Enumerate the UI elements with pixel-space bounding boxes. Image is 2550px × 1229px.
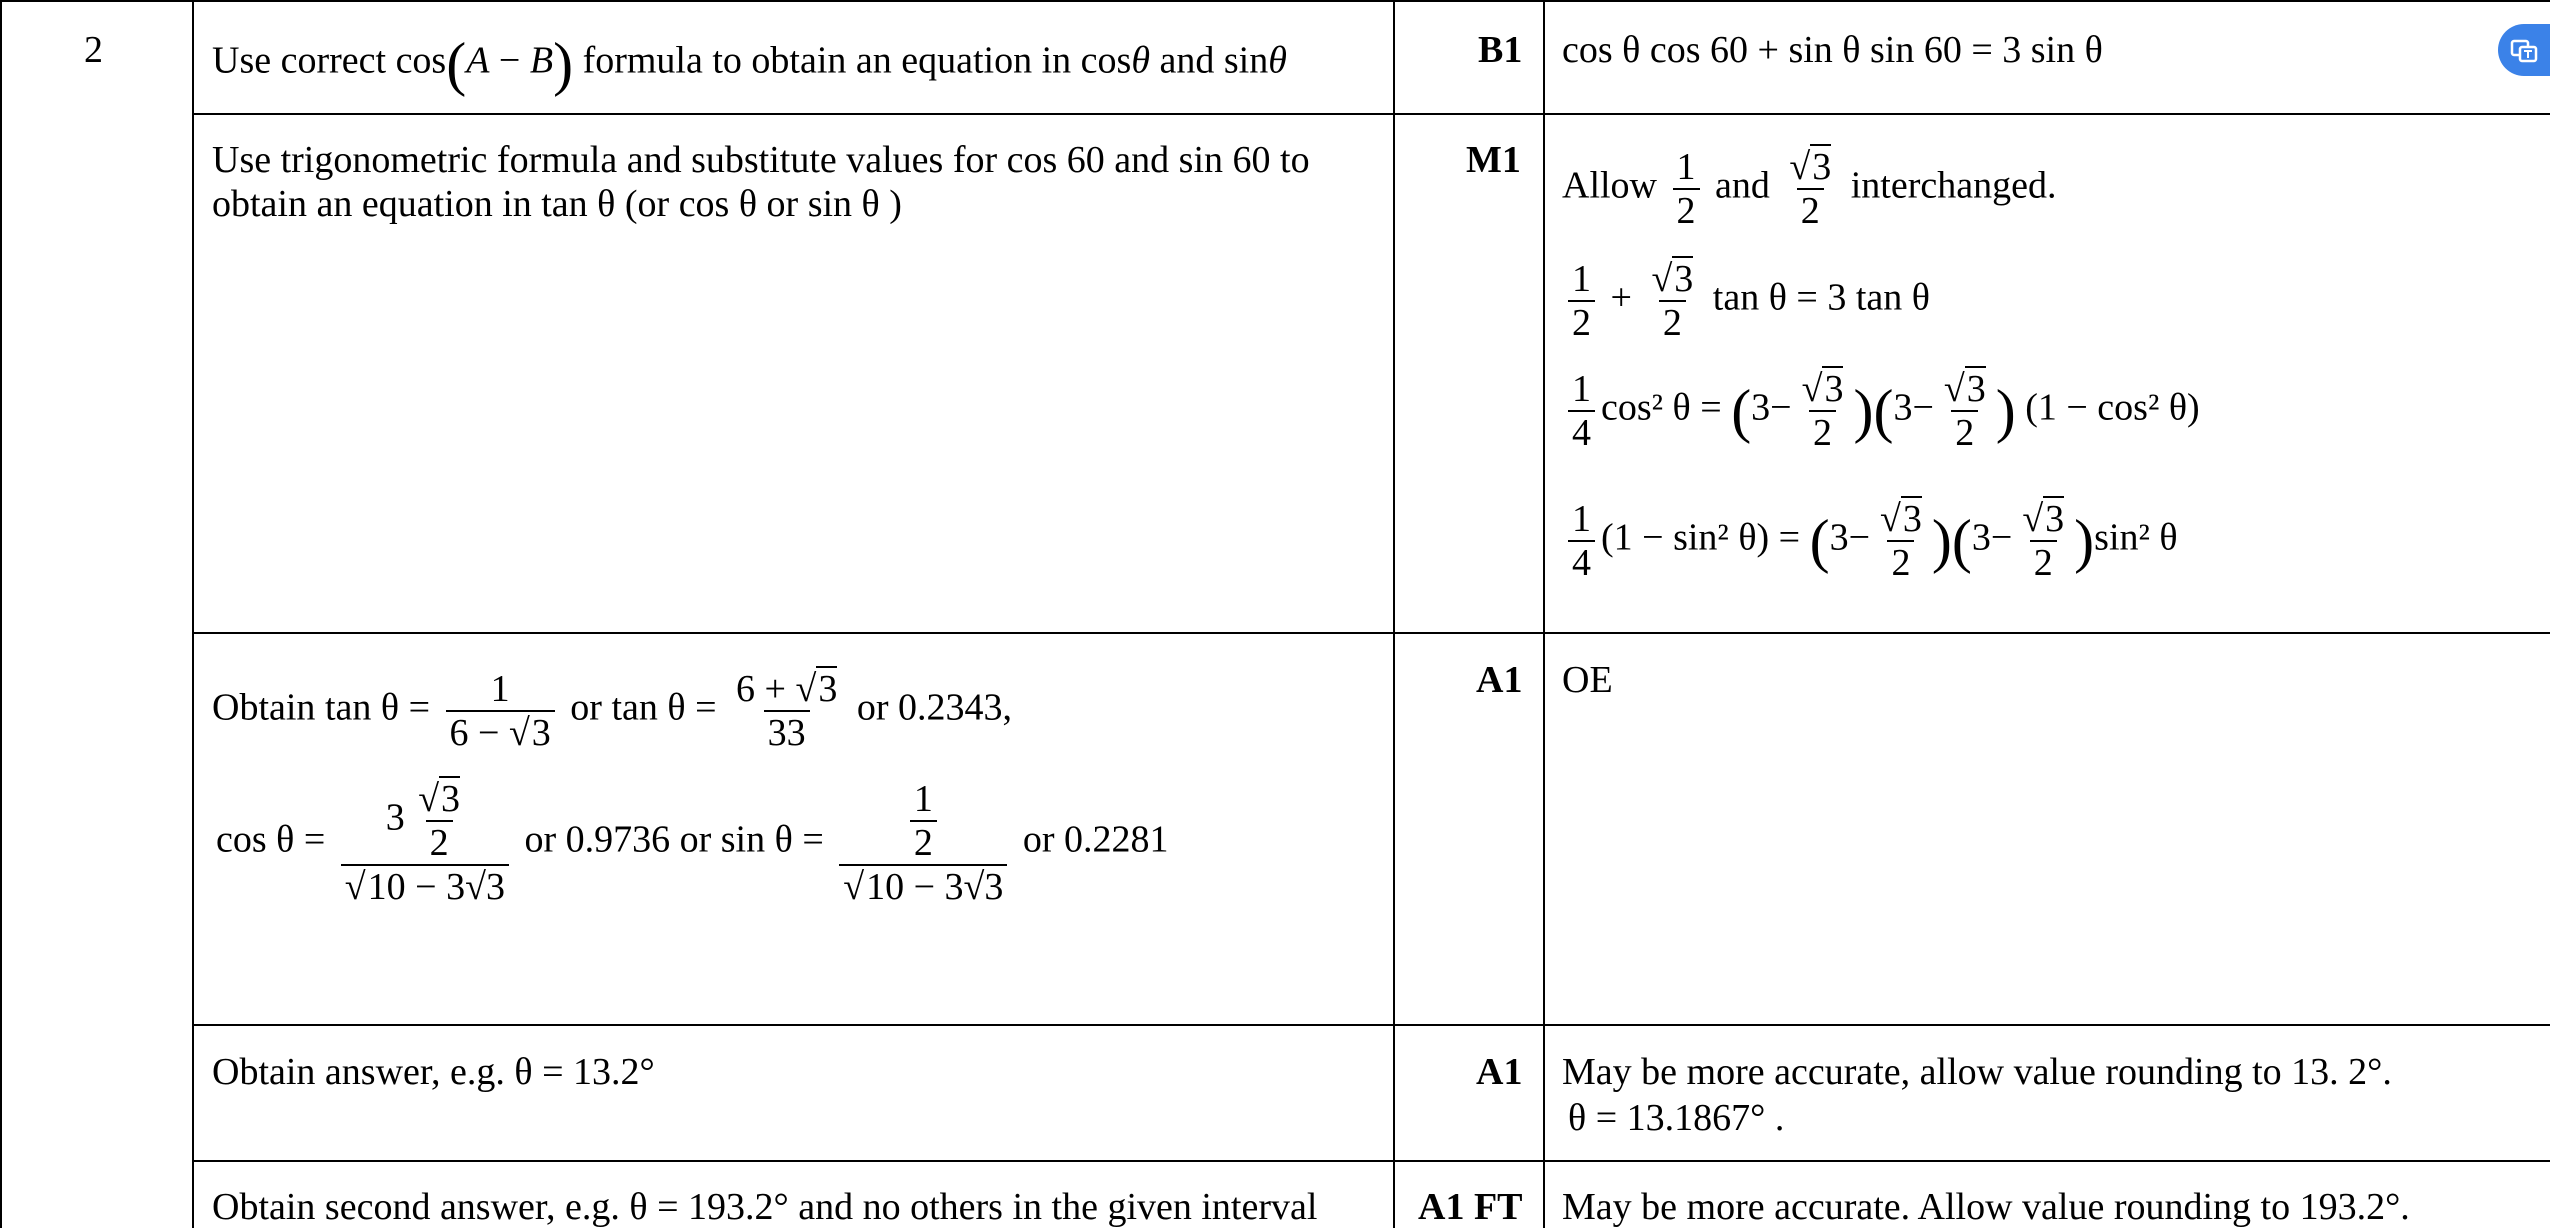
row2-guidance-line2: obtain an equation in tan θ (or cos θ or sin θ ) — [212, 183, 902, 225]
row2-eq-cos: $\frac{1}{4}$ cos² θ = (3− $\frac{√3}{2}$ )(3− $\frac{√3}{2}$ ) (1 − cos² θ) — [1562, 368, 2200, 454]
row2-eq-tan: $\frac{1}{2}$ + $\frac{√3}{2}$ tan θ = 3 tan θ — [1562, 258, 1930, 344]
question-number: 2 — [84, 29, 103, 71]
row5-guidance: Obtain second answer, e.g. θ = 193.2° and no others in the given interval — [212, 1186, 1318, 1228]
row3-guidance-cos-sin: cos θ = 3 $\frac{√3}{2}$ √10 − 3√3 or 0.9736 or sin θ = $\frac{\frac{1}{2}}{√10 - 3√3}$ or 0.2281 — [216, 778, 1169, 908]
translate-icon — [2509, 35, 2539, 65]
row4-marks: A1 — [1476, 1051, 1523, 1093]
left-border — [0, 0, 2, 1228]
row1-marks: B1 — [1478, 29, 1523, 71]
row-border-2 — [192, 632, 2550, 634]
translate-button[interactable] — [2498, 24, 2550, 76]
row-border-4 — [192, 1160, 2550, 1162]
col-divider-2 — [1393, 0, 1395, 1228]
row2-marks: M1 — [1466, 139, 1521, 181]
row4-notes-line2: θ = 13.1867° . — [1568, 1097, 1785, 1139]
row1-guidance: Use correct cos(A − B) formula to obtain an equation in cosθ and sinθ — [212, 31, 1287, 97]
row5-notes-line1: May be more accurate. Allow value rounding to 193.2°. — [1562, 1186, 2410, 1228]
row-border-1 — [192, 113, 2550, 115]
row4-notes-line1: May be more accurate, allow value rounding to 13. 2°. — [1562, 1051, 2392, 1093]
row3-notes: OE — [1562, 659, 1613, 701]
col-divider-3 — [1543, 0, 1545, 1228]
row2-eq-sin: $\frac{1}{4}$ (1 − sin² θ) = (3− $\frac{√3}{2}$ )(3− $\frac{√3}{2}$ )sin² θ — [1562, 498, 2178, 584]
row2-guidance-line1: Use trigonometric formula and substitute values for cos 60 and sin 60 to — [212, 139, 1310, 181]
row-border-top — [0, 0, 2550, 2]
row3-guidance-tan: Obtain tan θ = $\frac{1}{6 - √3}$ or tan θ = $\frac{6 + √3}{33}$ or 0.2343, — [212, 668, 1012, 754]
row3-marks: A1 — [1476, 659, 1523, 701]
col-divider-1 — [192, 0, 194, 1228]
row2-notes-allow: Allow $\frac{1}{2}$ and $\frac{√3}{2}$ interchanged. — [1562, 146, 2057, 232]
row1-notes: cos θ cos 60 + sin θ sin 60 = 3 sin θ — [1562, 29, 2103, 71]
row-border-3 — [192, 1024, 2550, 1026]
row5-marks: A1 FT — [1418, 1186, 1523, 1228]
row4-guidance: Obtain answer, e.g. θ = 13.2° — [212, 1051, 655, 1093]
